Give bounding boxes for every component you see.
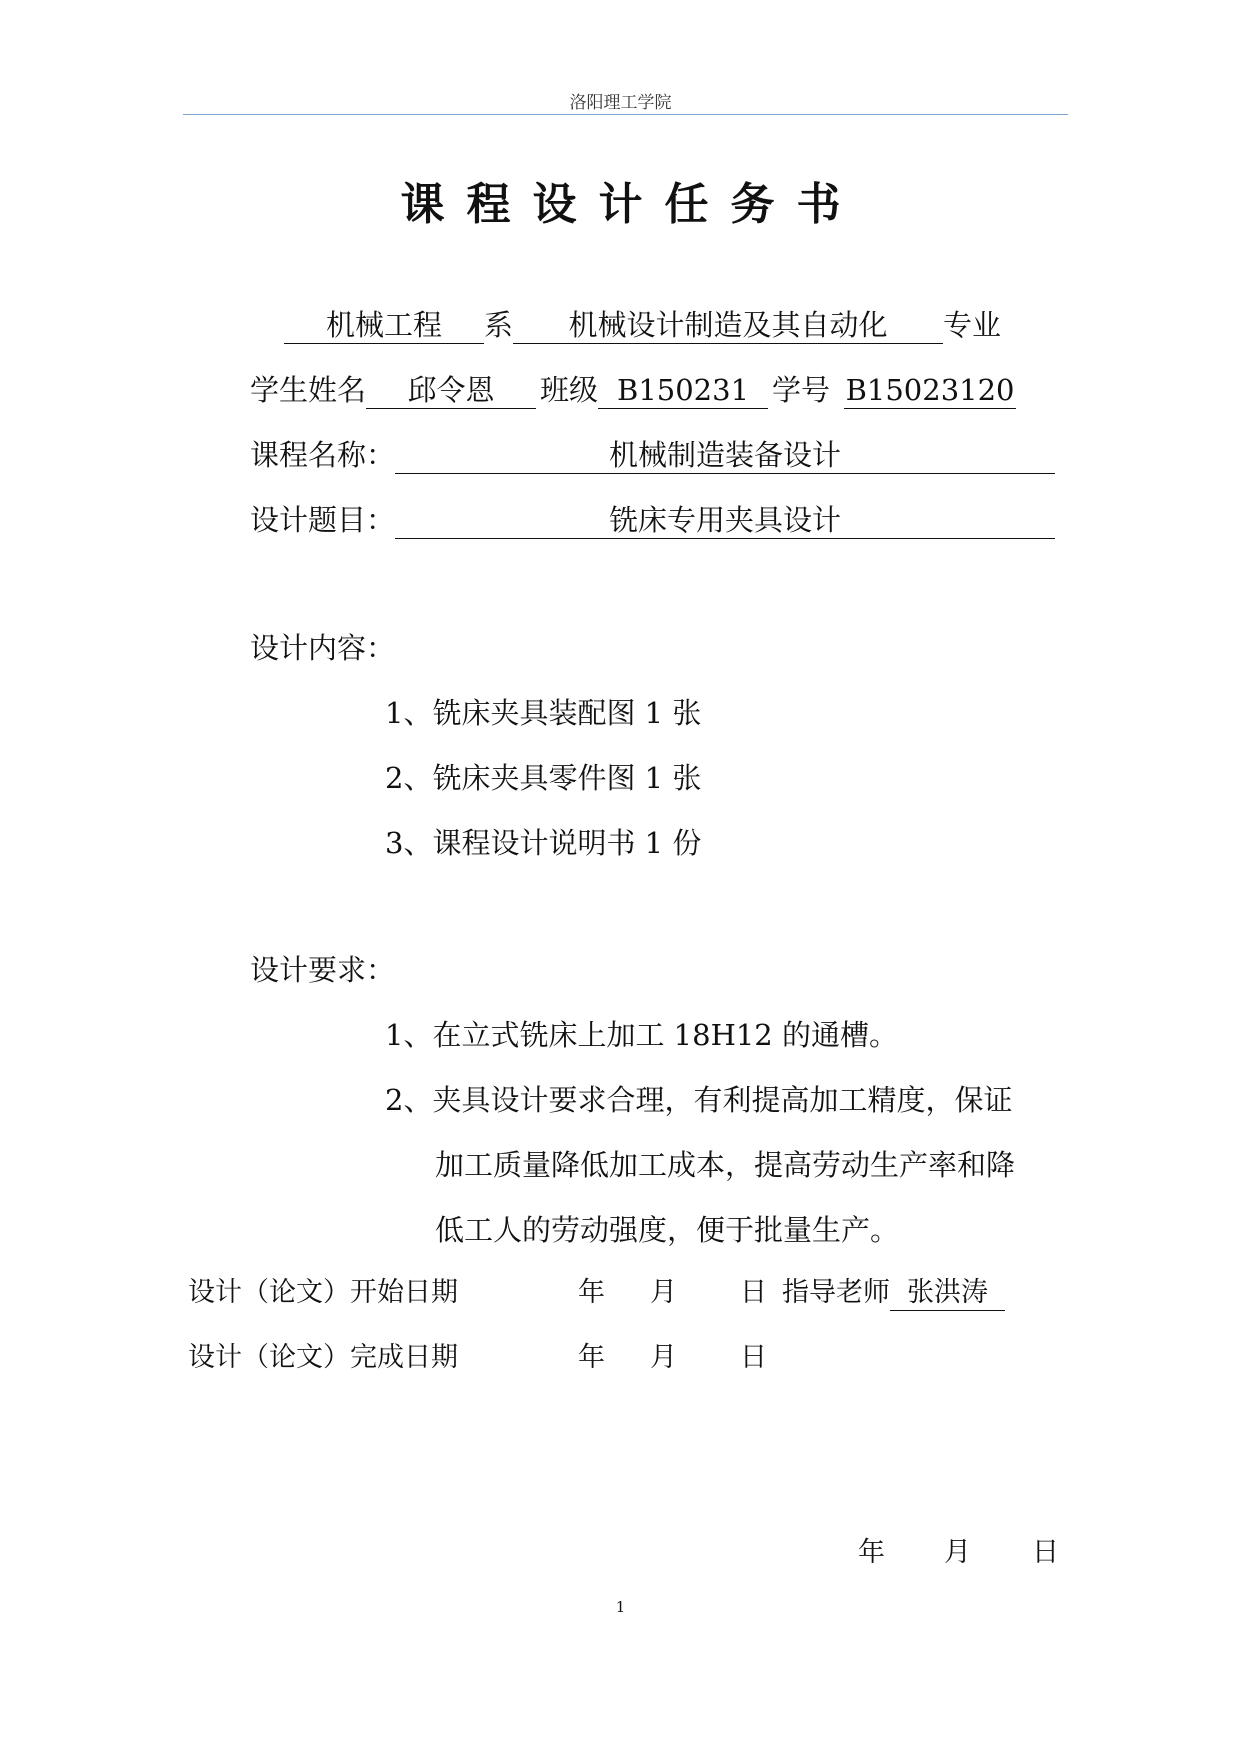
topic-label: 设计题目：	[250, 503, 396, 537]
document-title: 课程设计任务书	[400, 179, 863, 230]
start-day-label: 日	[740, 1277, 767, 1308]
student-name-label: 学生姓名	[250, 373, 367, 407]
course-label: 课程名称：	[250, 438, 396, 472]
student-name-field: 邱令恩	[366, 372, 536, 409]
class-label: 班级	[540, 373, 599, 407]
sign-day-label: 日	[1032, 1537, 1059, 1568]
advisor-line	[782, 1273, 1005, 1313]
topic-line	[250, 500, 1055, 540]
requirement-item-continuation: 加工质量降低加工成本，提高劳动生产率和降	[435, 1148, 1016, 1182]
class-field: B150231	[598, 372, 768, 409]
advisor-label: 指导老师	[782, 1277, 890, 1308]
sign-year-label: 年	[858, 1537, 885, 1568]
course-field: 机械制造装备设计	[395, 437, 1055, 474]
topic-field: 铣床专用夹具设计	[395, 502, 1055, 539]
header-divider	[183, 114, 1068, 115]
major-field: 机械设计制造及其自动化	[513, 307, 943, 344]
advisor-field: 张洪涛	[890, 1276, 1005, 1311]
student-id-field: B15023120	[845, 373, 1015, 407]
content-label: 设计内容：	[250, 631, 396, 665]
department-major-line	[284, 305, 1001, 345]
start-month-label: 月	[650, 1277, 677, 1308]
end-day-label: 日	[740, 1342, 767, 1373]
content-item: 1、铣床夹具装配图 1 张	[385, 696, 702, 730]
end-date-label: 设计（论文）完成日期	[188, 1342, 458, 1373]
department-suffix: 系	[484, 308, 514, 342]
course-line	[250, 435, 1055, 475]
requirement-item-continuation: 低工人的劳动强度，便于批量生产。	[435, 1213, 900, 1247]
sign-month-label: 月	[944, 1537, 971, 1568]
content-item: 2、铣床夹具零件图 1 张	[385, 761, 702, 795]
student-info-line	[250, 370, 1016, 410]
end-month-label: 月	[650, 1342, 677, 1373]
start-year-label: 年	[578, 1277, 605, 1308]
requirement-item: 1、在立式铣床上加工 18H12 的通槽。	[385, 1018, 898, 1052]
content-item: 3、课程设计说明书 1 份	[385, 826, 702, 860]
requirements-label: 设计要求：	[250, 953, 396, 987]
student-id-label: 学号	[772, 373, 831, 407]
start-date-label: 设计（论文）开始日期	[188, 1277, 458, 1308]
department-field: 机械工程	[284, 307, 484, 344]
requirement-item: 2、夹具设计要求合理，有利提高加工精度，保证	[385, 1083, 1013, 1117]
major-suffix: 专业	[943, 308, 1002, 342]
page-header: 洛阳理工学院	[569, 93, 672, 113]
page-number: 1	[615, 1598, 626, 1616]
end-year-label: 年	[578, 1342, 605, 1373]
